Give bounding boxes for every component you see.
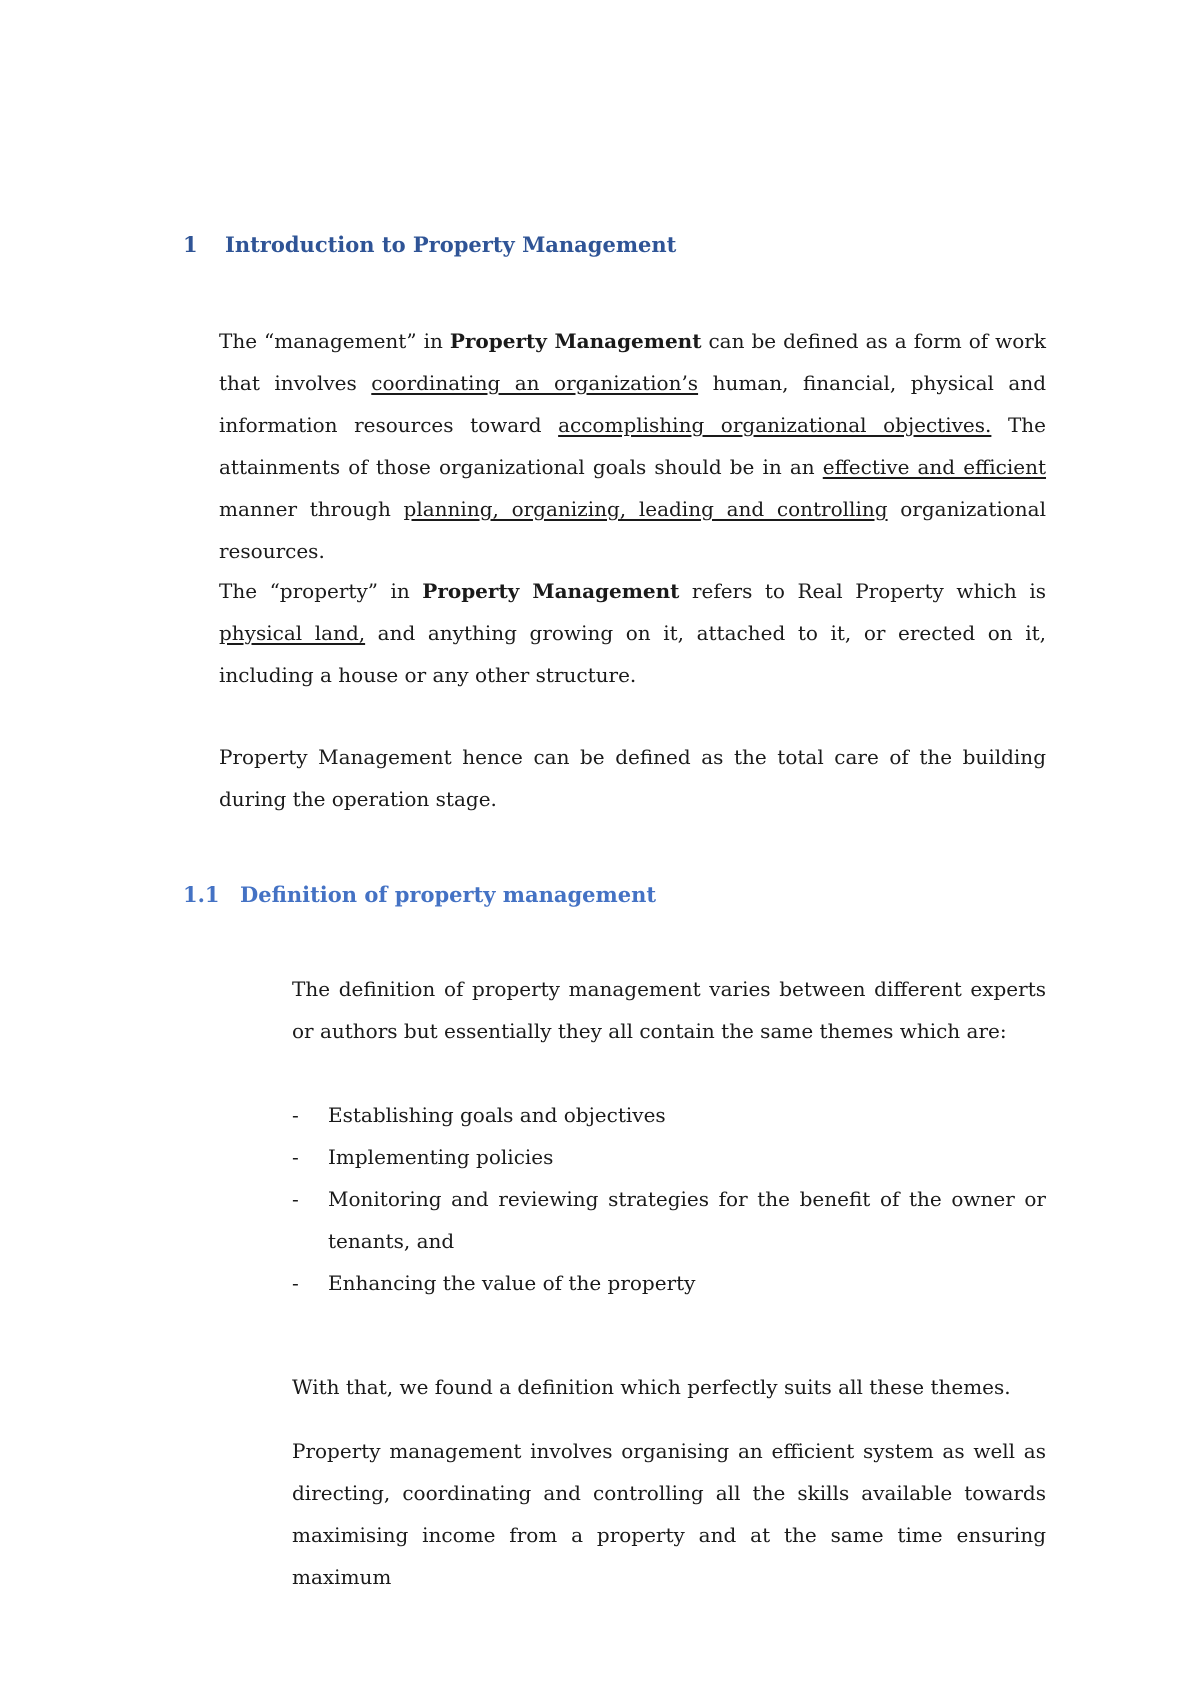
bold-term: Property Management xyxy=(449,329,702,353)
text-run: The attainments of those organizational goals should be in an xyxy=(219,413,1046,479)
underlined-phrase: physical land, xyxy=(219,621,366,645)
paragraph-with-that: With that, we found a definition which perfectly suits all these themes. xyxy=(292,1375,1011,1399)
text-run: human, financial, physical and information resources toward xyxy=(219,371,1046,437)
heading-section-1-1 xyxy=(183,882,656,907)
text-run: refers to Real Property which is xyxy=(679,579,1046,603)
list-item xyxy=(292,1178,1046,1262)
heading-section-1 xyxy=(183,232,676,257)
list-item-text: Monitoring and reviewing strategies for the benefit of the owner or tenants, and xyxy=(328,1187,1046,1253)
list-item xyxy=(292,1136,1046,1178)
underlined-phrase: accomplishing organizational objectives. xyxy=(558,413,992,437)
heading-title: Definition of property management xyxy=(240,882,657,907)
text-run: can be defined as a form of work that involves xyxy=(219,329,1046,395)
bold-term: Property Management xyxy=(422,579,680,603)
list-item xyxy=(292,1262,1046,1304)
underlined-phrase: planning, organizing, leading and controlling xyxy=(403,497,888,521)
text-run: The “management” in xyxy=(219,329,450,353)
bullet-marker: - xyxy=(292,1271,299,1295)
text-run: The “property” in xyxy=(219,579,423,603)
text-run: and anything growing on it, attached to it, or erected on it, including a house or any other structure. xyxy=(219,621,1046,687)
bullet-marker: - xyxy=(292,1103,299,1127)
list-item-text: Establishing goals and objectives xyxy=(328,1103,666,1127)
bullet-marker: - xyxy=(292,1145,299,1169)
list-item-text: Enhancing the value of the property xyxy=(328,1271,696,1295)
bullet-marker: - xyxy=(292,1187,299,1211)
text-run: manner through xyxy=(219,497,404,521)
text-run: organizational resources. xyxy=(219,497,1046,563)
heading-number: 1.1 xyxy=(183,882,220,907)
paragraph-property-management-definition: Property management involves organising an efficient system as well as directing, coordinating and controlling all the skills available towards maximising income from a property and at the same time ensuring maximum xyxy=(292,1439,1046,1589)
underlined-phrase: effective and efficient xyxy=(822,455,1047,479)
heading-number: 1 xyxy=(183,232,198,257)
paragraph-management-definition xyxy=(219,320,1046,572)
list-item-text: Implementing policies xyxy=(328,1145,554,1169)
heading-title: Introduction to Property Management xyxy=(225,232,677,257)
themes-list xyxy=(292,1094,1046,1304)
paragraph-property-definition xyxy=(219,570,1046,696)
paragraph-definition-intro: The definition of property management varies between different experts or authors but essentially they all contain the same themes which are: xyxy=(292,977,1046,1043)
underlined-phrase: coordinating an organization’s xyxy=(371,371,699,395)
list-item xyxy=(292,1094,1046,1136)
paragraph-property-management-summary: Property Management hence can be defined as the total care of the building during the operation stage. xyxy=(219,745,1046,811)
